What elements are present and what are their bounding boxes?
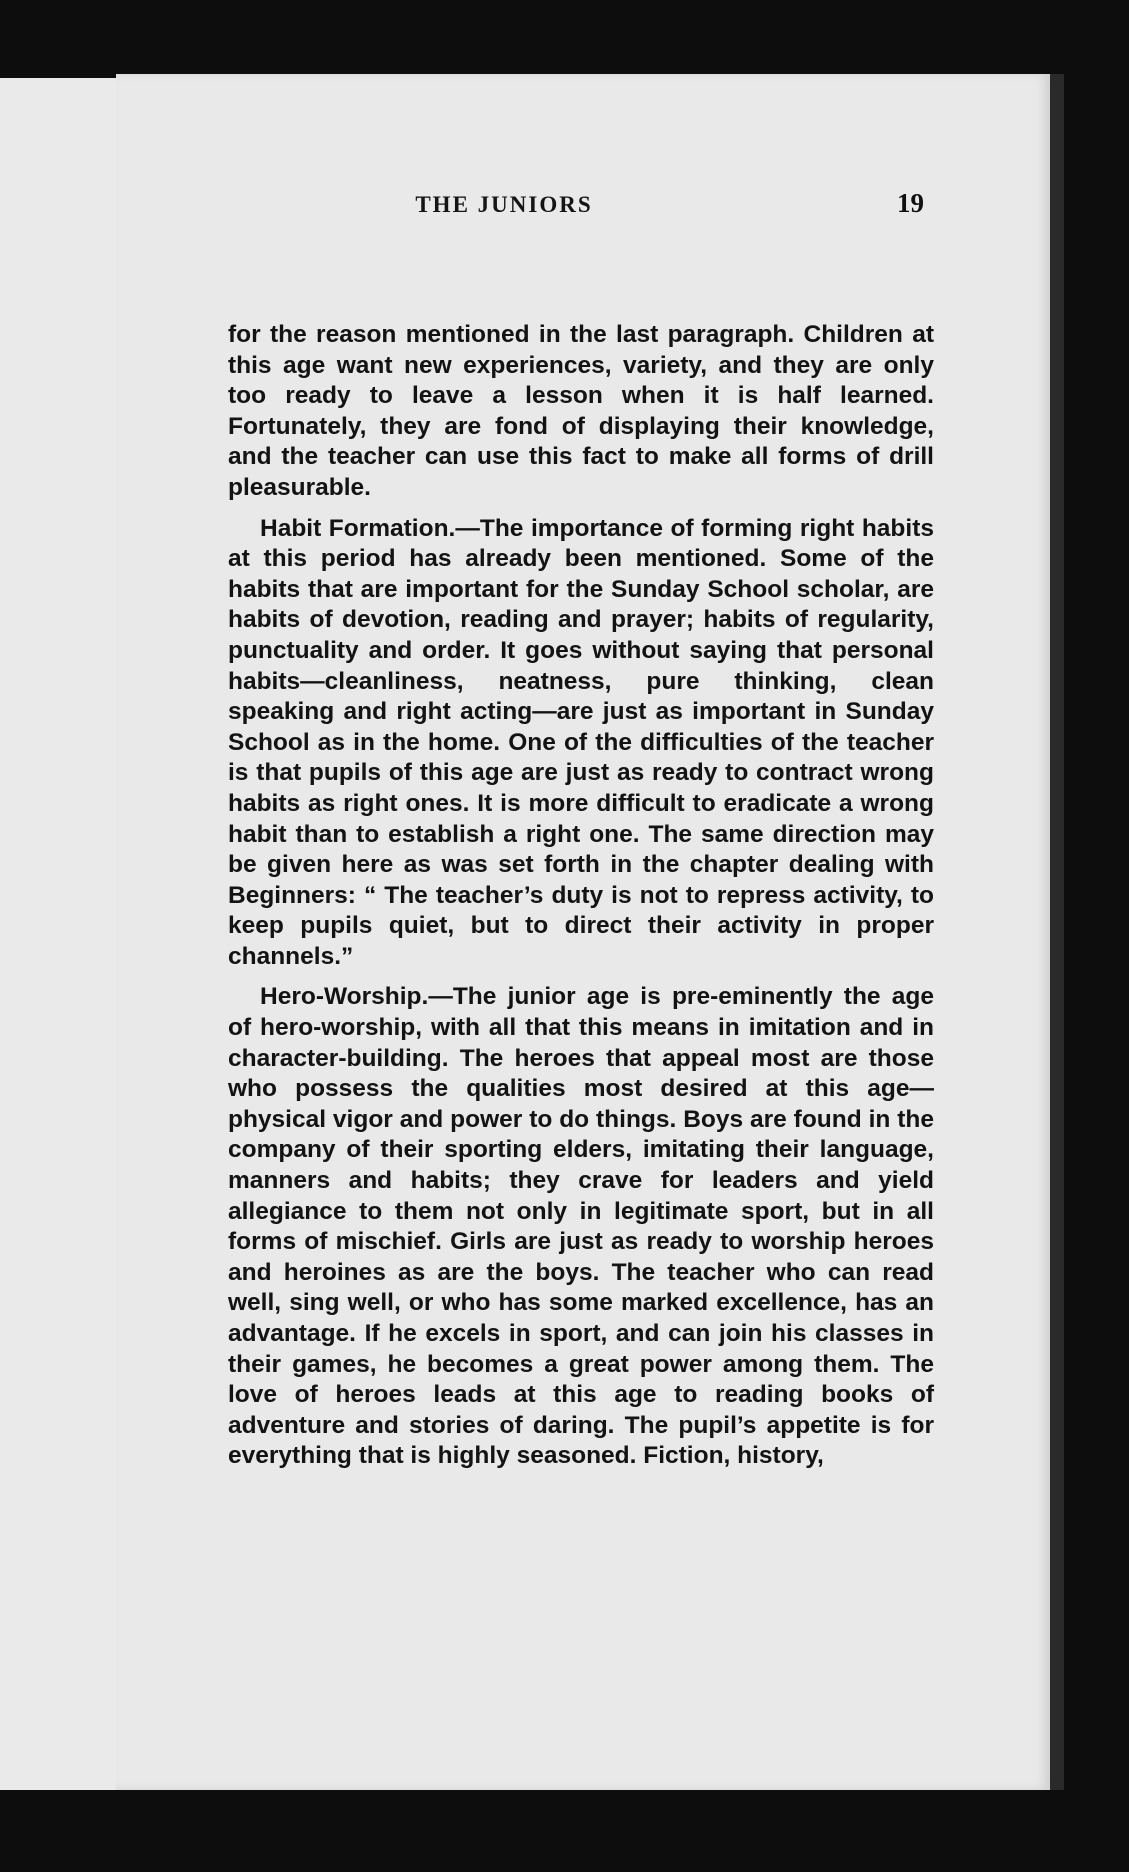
section-heading-hero-worship: Hero-Worship.: [260, 983, 429, 1011]
paragraph-text: for the reason mentioned in the last paragraph. Children at this age want new experiences, variety, and they are only too ready to leave a lesson when it is half learned. Fortunately, they are fond of displaying their knowledge, and the teacher can use this fact to make all forms of drill pleasurable.: [228, 321, 934, 501]
paragraph-text: —The junior age is pre-eminently the age of hero-worship, with all that this means in imitation and in character-building. The heroes that appeal most are those who possess the qualities most desired at this age—physical vigor and power to do things. Boys are found in the company of their sporting elders, imitating their language, manners and habits; they crave for leaders and yield allegiance to them not only in legitimate sport, but in all forms of mischief. Girls are just as ready to worship heroes and heroines as are the boys. The teacher who can read well, sing well, or who has some marked excellence, has an advantage. If he excels in sport, and can join his classes in their games, he becomes a great power among them. The love of heroes leads at this age to reading books of adventure and stories of daring. The pupil’s appetite is for everything that is highly seasoned. Fiction, history,: [228, 983, 934, 1470]
running-head-title: THE JUNIORS: [415, 192, 593, 217]
paragraph-continuation: [228, 320, 934, 504]
paragraph-text: —The importance of forming right habits at this period has already been mentioned. Some of the habits that are important for the Sunday School scholar, are habits of devotion, reading and prayer; habits of regularity, punctuality and order. It goes without saying that personal habits—cleanliness, neatness, pure thinking, clean speaking and right acting—are just as important in Sunday School as in the home. One of the difficulties of the teacher is that pupils of this age are just as ready to contract wrong habits as right ones. It is more difficult to eradicate a wrong habit than to establish a right one. The same direction may be given here as was set forth in the chapter dealing with Beginners: “ The teacher’s duty is not to repress activity, to keep pupils quiet, but to direct their activity in proper channels.”: [228, 514, 934, 970]
section-heading-habit-formation: Habit Formation.: [260, 514, 456, 542]
body-text: [228, 320, 934, 1472]
paragraph-habit-formation: [228, 514, 934, 973]
page-right-edge: [1050, 74, 1064, 1790]
running-head: [224, 188, 924, 222]
page-number: 19: [897, 188, 924, 218]
paragraph-hero-worship: [228, 982, 934, 1472]
book-page: [116, 74, 1050, 1790]
facing-page-edge: [0, 78, 118, 1790]
